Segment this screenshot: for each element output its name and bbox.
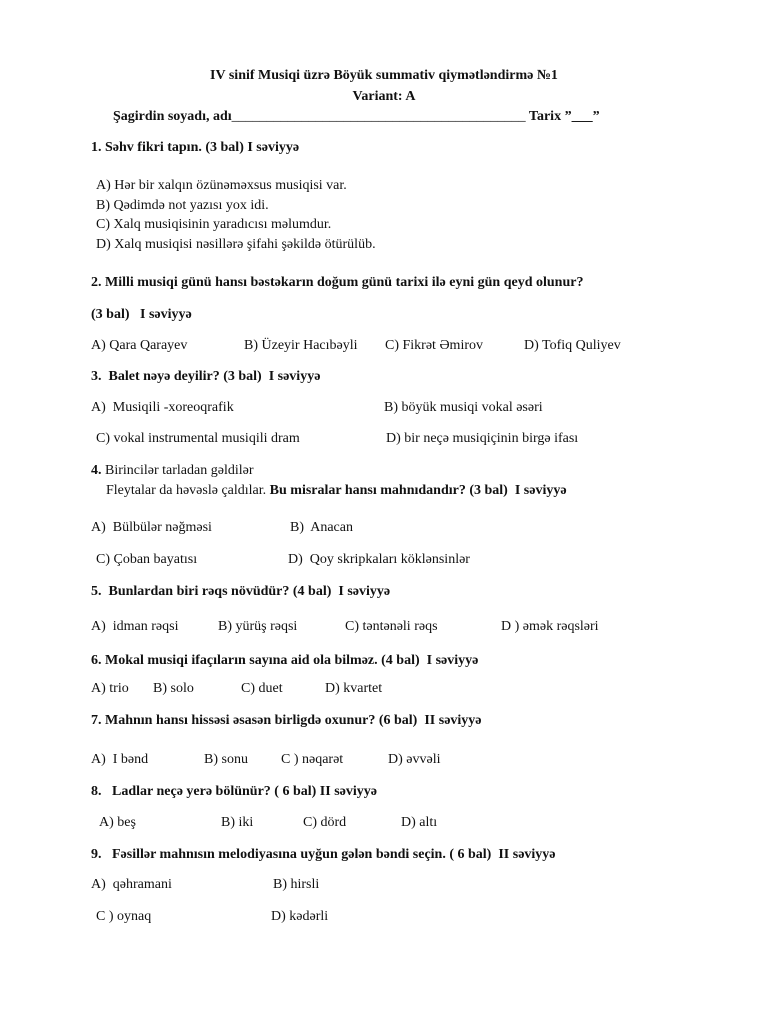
question-2-option-c: C) Fikrət Əmirov	[385, 338, 483, 353]
question-7-option-c: C ) nəqarət	[281, 752, 344, 767]
question-1-option-d: D) Xalq musiqisi nəsillərə şifahi şəkildə ötürülüb.	[96, 237, 376, 252]
date-label: Tarix ”___”	[528, 109, 600, 124]
question-9-option-a: A) qəhramani	[91, 877, 172, 892]
question-4-line-1	[91, 462, 254, 480]
question-5-option-a: A) idman rəqsi	[91, 619, 179, 634]
question-4-prompt: Bu misralar hansı mahnıdandır? (3 bal) I səviyyə	[269, 483, 567, 498]
question-9-title: 9. Fəsillər mahnısın melodiyasına uyğun gələn bəndi seçin. ( 6 bal) II səviyyə	[91, 847, 556, 862]
question-4-option-c: C) Çoban bayatısı	[96, 552, 198, 567]
question-4-option-d: D) Qoy skripkaları köklənsinlər	[288, 552, 470, 567]
question-4-option-b: B) Anacan	[290, 520, 353, 535]
question-8-title: 8. Ladlar neçə yerə bölünür? ( 6 bal) II səviyyə	[91, 784, 377, 799]
question-6-option-a: A) trio	[91, 681, 129, 696]
question-3-title: 3. Balet nəyə deyilir? (3 bal) I səviyyə	[91, 369, 321, 384]
student-name-line	[113, 108, 600, 126]
question-4-verse-2: Fleytalar da həvəslə çaldılar.	[106, 483, 270, 498]
question-7-title: 7. Mahnın hansı hissəsi əsasən birligdə oxunur? (6 bal) II səviyyə	[91, 713, 482, 728]
question-5-option-d: D ) əmək rəqsləri	[501, 619, 599, 634]
question-5-option-c: C) təntənəli rəqs	[345, 619, 438, 634]
question-4-verse-1: Birincilər tarladan gəldilər	[101, 463, 254, 478]
question-4-line-2	[106, 482, 567, 500]
question-9-option-d: D) kədərli	[271, 909, 329, 924]
question-5-title: 5. Bunlardan biri rəqs növüdür? (4 bal) I səviyyə	[91, 584, 391, 599]
question-2-title: 2. Milli musiqi günü hansı bəstəkarın doğum günü tarixi ilə eyni gün qeyd olunur?	[91, 275, 584, 290]
question-4-number: 4.	[91, 463, 102, 478]
student-name-blank: __________________________________________	[231, 109, 526, 124]
question-7-option-d: D) əvvəli	[388, 752, 441, 767]
question-2-option-b: B) Üzeyir Hacıbəyli	[244, 338, 358, 353]
question-1-option-a: A) Hər bir xalqın özünəməxsus musiqisi var.	[96, 178, 347, 193]
question-9-option-c: C ) oynaq	[96, 909, 152, 924]
question-6-option-c: C) duet	[241, 681, 283, 696]
question-3-option-c: C) vokal instrumental musiqili dram	[96, 431, 300, 446]
question-2-level: (3 bal) I səviyyə	[91, 307, 192, 322]
student-name-label: Şagirdin soyadı, adı	[113, 109, 232, 124]
question-3-option-d: D) bir neçə musiqiçinin birgə ifası	[386, 431, 579, 446]
question-8-option-c: C) dörd	[303, 815, 347, 830]
question-4-option-a: A) Bülbülər nəğməsi	[91, 520, 212, 535]
variant-label: Variant: A	[352, 89, 416, 104]
question-7-option-b: B) sonu	[204, 752, 248, 767]
question-8-option-d: D) altı	[401, 815, 438, 830]
question-2-option-a: A) Qara Qarayev	[91, 338, 188, 353]
question-1-option-b: B) Qədimdə not yazısı yox idi.	[96, 198, 269, 213]
question-3-option-a: A) Musiqili -xoreoqrafik	[91, 400, 234, 415]
page-title: IV sinif Musiqi üzrə Böyük summativ qiymətləndirmə №1	[210, 68, 558, 83]
question-6-option-d: D) kvartet	[325, 681, 383, 696]
question-8-option-b: B) iki	[221, 815, 254, 830]
question-3-option-b: B) böyük musiqi vokal əsəri	[384, 400, 543, 415]
question-1-option-c: C) Xalq musiqisinin yaradıcısı məlumdur.	[96, 217, 332, 232]
question-2-option-d: D) Tofiq Quliyev	[524, 338, 621, 353]
question-6-option-b: B) solo	[153, 681, 194, 696]
question-5-option-b: B) yürüş rəqsi	[218, 619, 298, 634]
question-6-title: 6. Mokal musiqi ifaçıların sayına aid ola bilməz. (4 bal) I səviyyə	[91, 653, 479, 668]
question-7-option-a: A) I bənd	[91, 752, 149, 767]
question-9-option-b: B) hirsli	[273, 877, 320, 892]
question-1-title: 1. Səhv fikri tapın. (3 bal) I səviyyə	[91, 140, 300, 155]
question-8-option-a: A) beş	[99, 815, 136, 830]
